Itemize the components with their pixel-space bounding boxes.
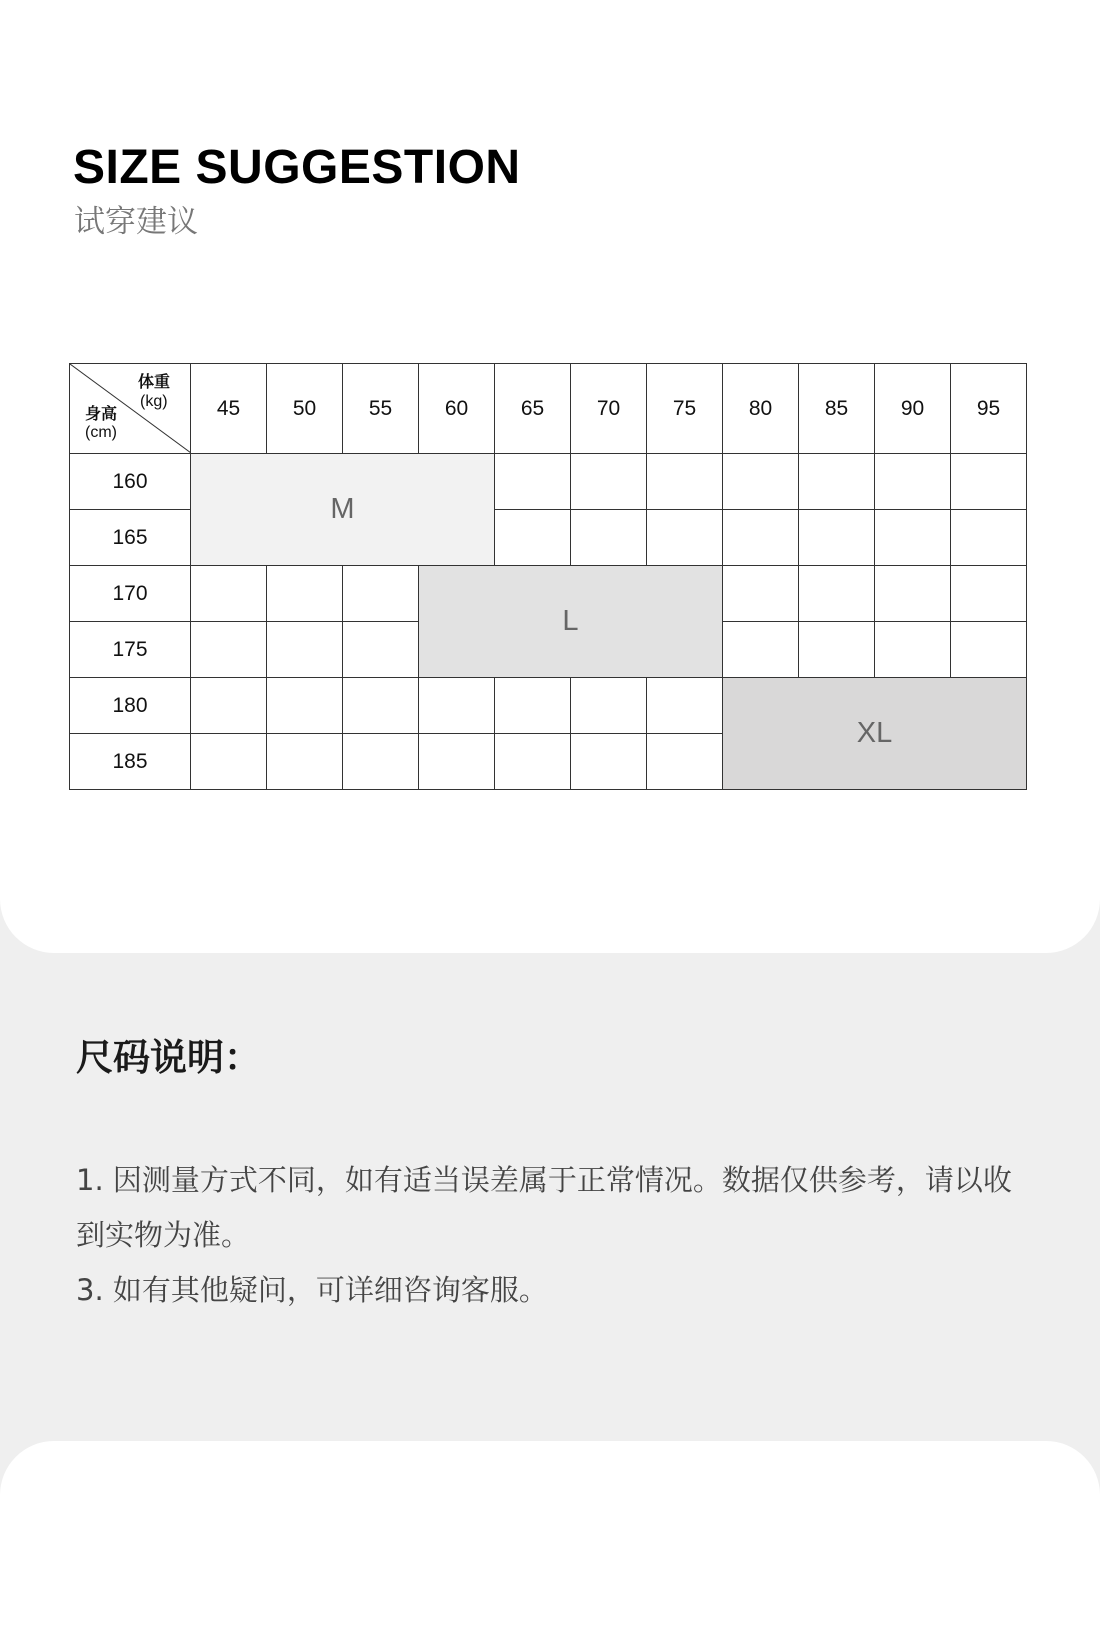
empty-cell xyxy=(191,678,267,734)
weight-header-cell: 70 xyxy=(571,364,647,454)
bottom-card xyxy=(0,1441,1100,1641)
empty-cell xyxy=(799,622,875,678)
empty-cell xyxy=(875,622,951,678)
empty-cell xyxy=(647,510,723,566)
empty-cell xyxy=(495,734,571,790)
size-notes xyxy=(76,1153,1036,1318)
height-cell: 175 xyxy=(70,622,191,678)
empty-cell xyxy=(495,454,571,510)
empty-cell xyxy=(647,678,723,734)
empty-cell xyxy=(875,566,951,622)
height-cell: 170 xyxy=(70,566,191,622)
weight-header-cell: 90 xyxy=(875,364,951,454)
empty-cell xyxy=(951,622,1027,678)
empty-cell xyxy=(419,678,495,734)
empty-cell xyxy=(571,510,647,566)
size-l-cell: L xyxy=(419,566,723,678)
empty-cell xyxy=(343,734,419,790)
empty-cell xyxy=(343,678,419,734)
empty-cell xyxy=(799,454,875,510)
page-subtitle: 试穿建议 xyxy=(74,204,198,240)
empty-cell xyxy=(267,734,343,790)
empty-cell xyxy=(267,678,343,734)
weight-header-cell: 55 xyxy=(343,364,419,454)
empty-cell xyxy=(875,510,951,566)
empty-cell xyxy=(191,622,267,678)
empty-cell xyxy=(191,566,267,622)
empty-cell xyxy=(723,566,799,622)
empty-cell xyxy=(495,678,571,734)
empty-cell xyxy=(343,622,419,678)
size-notes-title: 尺码说明： xyxy=(76,1036,261,1079)
weight-header-cell: 80 xyxy=(723,364,799,454)
empty-cell xyxy=(799,566,875,622)
empty-cell xyxy=(723,454,799,510)
height-cell: 180 xyxy=(70,678,191,734)
weight-header-cell: 50 xyxy=(267,364,343,454)
table-corner-cell xyxy=(70,364,191,454)
size-note-item: 3. 如有其他疑问，可详细咨询客服。 xyxy=(76,1273,548,1307)
weight-axis-unit: (kg) xyxy=(140,393,168,410)
empty-cell xyxy=(647,454,723,510)
empty-cell xyxy=(723,622,799,678)
weight-header-cell: 85 xyxy=(799,364,875,454)
size-xl-cell: XL xyxy=(723,678,1027,790)
table-row xyxy=(70,566,1027,622)
weight-axis-label: 体重 xyxy=(138,372,171,391)
empty-cell xyxy=(723,510,799,566)
height-cell: 165 xyxy=(70,510,191,566)
empty-cell xyxy=(799,510,875,566)
empty-cell xyxy=(343,566,419,622)
weight-header-cell: 75 xyxy=(647,364,723,454)
page-title: SIZE SUGGESTION xyxy=(73,141,521,194)
weight-header-row xyxy=(70,364,1027,454)
height-cell: 185 xyxy=(70,734,191,790)
height-axis-unit: (cm) xyxy=(85,424,117,441)
empty-cell xyxy=(267,566,343,622)
weight-header-cell: 95 xyxy=(951,364,1027,454)
empty-cell xyxy=(191,734,267,790)
table-row xyxy=(70,678,1027,734)
weight-header-cell: 45 xyxy=(191,364,267,454)
empty-cell xyxy=(419,734,495,790)
size-suggestion-table xyxy=(69,363,1027,790)
empty-cell xyxy=(571,454,647,510)
size-note-item: 1. 因测量方式不同，如有适当误差属于正常情况。数据仅供参考，请以收到实物为准。 xyxy=(76,1163,1012,1252)
empty-cell xyxy=(875,454,951,510)
table-row xyxy=(70,454,1027,510)
empty-cell xyxy=(647,734,723,790)
empty-cell xyxy=(951,454,1027,510)
empty-cell xyxy=(571,678,647,734)
empty-cell xyxy=(951,566,1027,622)
empty-cell xyxy=(571,734,647,790)
weight-header-cell: 65 xyxy=(495,364,571,454)
size-m-cell: M xyxy=(191,454,495,566)
height-axis-label: 身高 xyxy=(85,404,118,423)
empty-cell xyxy=(495,510,571,566)
height-cell: 160 xyxy=(70,454,191,510)
empty-cell xyxy=(951,510,1027,566)
empty-cell xyxy=(267,622,343,678)
weight-header-cell: 60 xyxy=(419,364,495,454)
